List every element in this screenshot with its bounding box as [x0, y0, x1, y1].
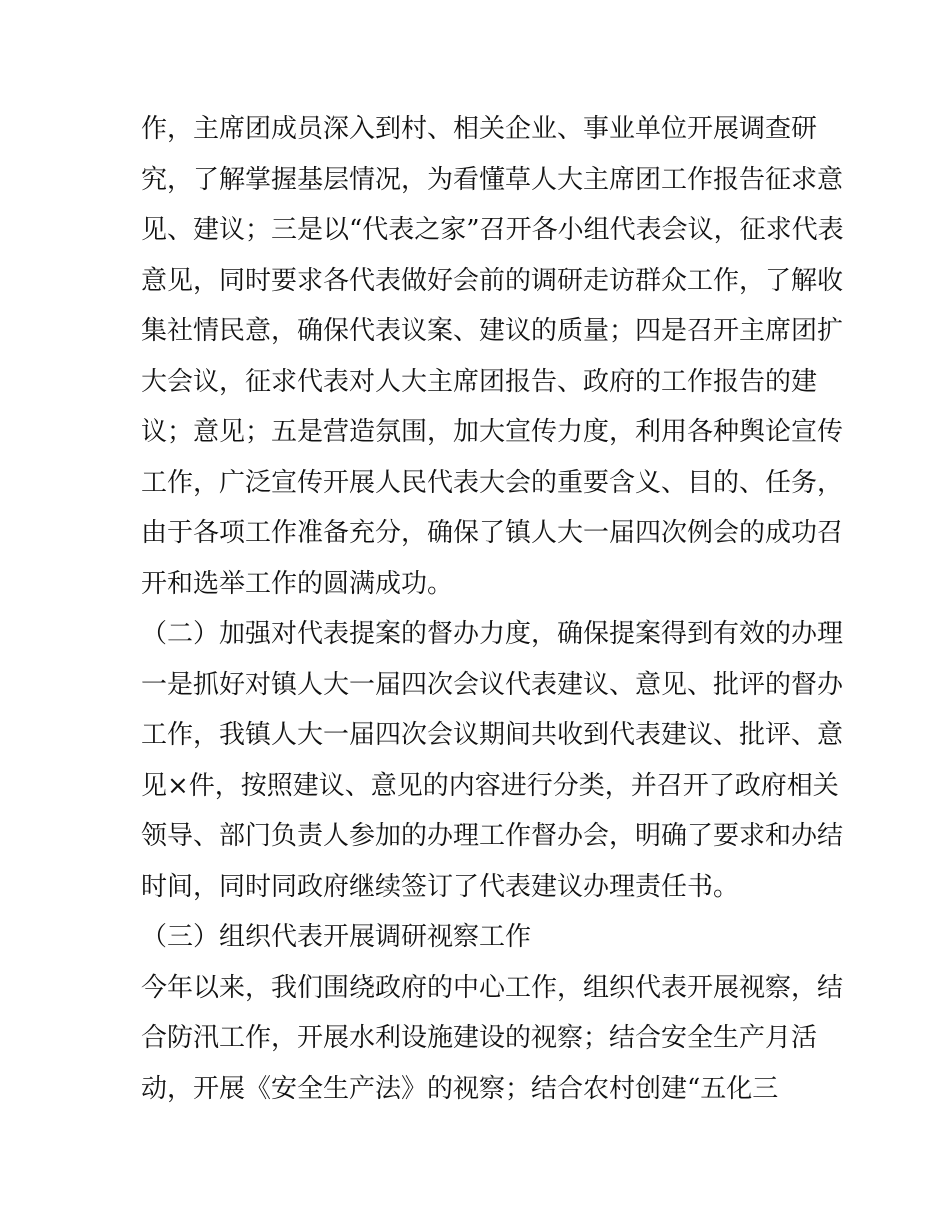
text-line: 工作，广泛宣传开展人民代表大会的重要含义、目的、任务， — [141, 467, 844, 498]
text-line: 集社情民意，确保代表议案、建议的质量；四是召开主席团扩 — [141, 316, 844, 346]
text-line: 工作，我镇人大一届四次会议期间共收到代表建议、批评、意 — [141, 720, 844, 750]
section-heading: （二）加强对代表提案的督办力度，确保提案得到有效的办理 — [141, 619, 844, 649]
text-line: 意见，同时要求各代表做好会前的调研走访群众工作，了解收 — [141, 265, 844, 296]
text-line: 由于各项工作准备充分，确保了镇人大一届四次例会的成功召 — [141, 518, 844, 548]
text-line: 议；意见；五是营造氛围，加大宣传力度，利用各种舆论宣传 — [141, 417, 844, 447]
text-line: 作，主席团成员深入到村、相关企业、事业单位开展调查研 — [141, 114, 818, 144]
text-line: 大会议，征求代表对人大主席团报告、政府的工作报告的建 — [141, 366, 818, 397]
text-line: 见、建议；三是以“代表之家”召开各小组代表会议，征求代表 — [141, 215, 844, 245]
document-body — [141, 104, 844, 1114]
text-line: 领导、部门负责人参加的办理工作督办会，明确了要求和办结 — [141, 821, 844, 851]
text-line: 一是抓好对镇人大一届四次会议代表建议、意见、批评的督办 — [141, 669, 844, 700]
text-line: 开和选举工作的圆满成功。 — [141, 568, 454, 599]
text-line: 动，开展《安全生产法》的视察；结合农村创建“五化三 — [141, 1073, 779, 1104]
text-line: 合防汛工作，开展水利设施建设的视察；结合安全生产月活 — [141, 1023, 818, 1053]
section-heading: （三）组织代表开展调研视察工作 — [141, 922, 532, 952]
text-line: 究，了解掌握基层情况，为看懂草人大主席团工作报告征求意 — [141, 164, 844, 195]
text-line: 时间，同时同政府继续签订了代表建议办理责任书。 — [141, 871, 740, 902]
text-line: 见×件，按照建议、意见的内容进行分类，并召开了政府相关 — [141, 770, 839, 801]
text-line: 今年以来，我们围绕政府的中心工作，组织代表开展视察，结 — [141, 972, 844, 1003]
